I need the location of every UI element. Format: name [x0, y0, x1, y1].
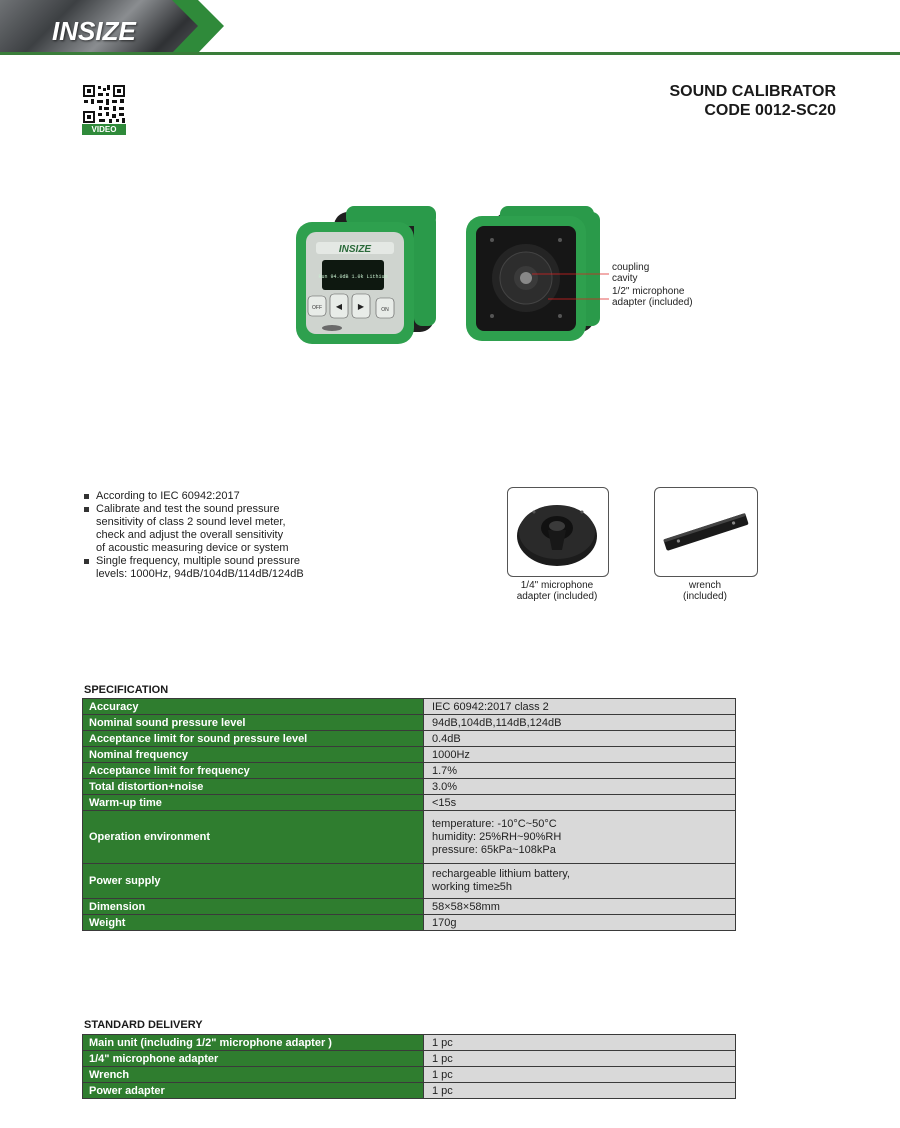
quarter-inch-adapter-image — [507, 487, 609, 577]
microphone-adapter-callout — [612, 286, 693, 308]
qr-video-label: VIDEO — [82, 124, 126, 135]
delivery-item: Wrench — [83, 1067, 424, 1083]
caption-line: 1/4" microphone — [520, 580, 594, 591]
spec-key: Weight — [83, 915, 424, 931]
value-line: humidity: 25%RH~90%RH — [432, 830, 562, 843]
feature-line: check and adjust the overall sensitivity — [96, 529, 284, 541]
table-row — [83, 899, 736, 915]
spec-value: 170g — [424, 915, 736, 931]
feature-list — [82, 490, 352, 581]
product-name: SOUND CALIBRATOR — [669, 83, 836, 100]
table-row — [83, 763, 736, 779]
callout-line: 1/2" microphone — [612, 286, 685, 297]
value-line: pressure: 65kPa~108kPa — [432, 843, 556, 856]
device-off-button-label: OFF — [312, 305, 322, 311]
calibrator-back-image — [464, 204, 609, 349]
caption-line: (included) — [683, 591, 727, 602]
table-row — [83, 864, 736, 899]
delivery-item: Power adapter — [83, 1083, 424, 1099]
delivery-qty: 1 pc — [424, 1051, 736, 1067]
brand-logo: INSIZE — [52, 16, 136, 46]
spec-key: Total distortion+noise — [83, 779, 424, 795]
delivery-qty: 1 pc — [424, 1083, 736, 1099]
table-row — [83, 1051, 736, 1067]
spec-key: Warm-up time — [83, 795, 424, 811]
wrench-image — [654, 487, 758, 577]
table-row — [83, 715, 736, 731]
callout-line: coupling — [612, 262, 650, 273]
spec-key: Dimension — [83, 899, 424, 915]
table-row — [83, 699, 736, 715]
qr-code-icon — [82, 84, 126, 124]
value-line: temperature: -10°C~50°C — [432, 817, 557, 830]
spec-key: Nominal frequency — [83, 747, 424, 763]
spec-value: <15s — [424, 795, 736, 811]
feature-line: Calibrate and test the sound pressure — [96, 503, 280, 515]
delivery-item: Main unit (including 1/2" microphone adapter ) — [83, 1035, 424, 1051]
product-code: CODE 0012-SC20 — [704, 102, 836, 119]
feature-line: Single frequency, multiple sound pressure — [96, 555, 301, 567]
product-title — [669, 82, 836, 120]
feature-item — [82, 503, 352, 555]
spec-value — [424, 811, 736, 864]
delivery-qty: 1 pc — [424, 1035, 736, 1051]
table-row — [83, 795, 736, 811]
spec-key: Acceptance limit for frequency — [83, 763, 424, 779]
table-row — [83, 1035, 736, 1051]
device-brand: INSIZE — [338, 244, 372, 255]
quarter-inch-adapter-caption — [500, 580, 614, 602]
feature-line: According to IEC 60942:2017 — [96, 490, 240, 502]
page-header — [0, 0, 900, 56]
feature-item — [82, 555, 352, 581]
product-photos — [290, 200, 710, 350]
spec-key: Power supply — [83, 864, 424, 899]
spec-value: 58×58×58mm — [424, 899, 736, 915]
feature-line: sensitivity of class 2 sound level meter, — [96, 516, 286, 528]
delivery-item: 1/4" microphone adapter — [83, 1051, 424, 1067]
callout-line: adapter (included) — [612, 297, 693, 308]
value-line: rechargeable lithium battery, — [432, 868, 570, 880]
device-right-button-label: ▶ — [357, 302, 365, 311]
video-qr-code[interactable] — [82, 84, 126, 136]
spec-value: 1000Hz — [424, 747, 736, 763]
table-row — [83, 1067, 736, 1083]
spec-value: IEC 60942:2017 class 2 — [424, 699, 736, 715]
table-row — [83, 731, 736, 747]
calibrator-front-image — [294, 204, 444, 349]
spec-value: 3.0% — [424, 779, 736, 795]
table-row — [83, 915, 736, 931]
table-row — [83, 1083, 736, 1099]
delivery-title: STANDARD DELIVERY — [84, 1019, 203, 1031]
coupling-cavity-callout — [612, 262, 649, 284]
feature-line: levels: 1000Hz, 94dB/104dB/114dB/124dB — [96, 568, 304, 580]
callout-line: cavity — [612, 273, 638, 284]
spec-value: 94dB,104dB,114dB,124dB — [424, 715, 736, 731]
feature-item — [82, 490, 352, 503]
spec-value: 0.4dB — [424, 731, 736, 747]
device-left-button-label: ◀ — [335, 302, 343, 311]
specification-table — [82, 698, 736, 931]
spec-key: Operation environment — [83, 811, 424, 864]
spec-key: Nominal sound pressure level — [83, 715, 424, 731]
device-screen-text: Run 94.0dB 1.0k Lithium — [318, 274, 388, 280]
delivery-qty: 1 pc — [424, 1067, 736, 1083]
table-row — [83, 779, 736, 795]
spec-value — [424, 864, 736, 899]
spec-key: Accuracy — [83, 699, 424, 715]
device-on-button-label: ON — [381, 307, 389, 313]
table-row — [83, 747, 736, 763]
spec-key: Acceptance limit for sound pressure level — [83, 731, 424, 747]
caption-line: adapter (included) — [516, 591, 598, 602]
spec-value: 1.7% — [424, 763, 736, 779]
feature-line: of acoustic measuring device or system — [96, 542, 289, 554]
value-line: working time≥5h — [432, 881, 513, 893]
wrench-caption — [650, 580, 760, 602]
table-row — [83, 811, 736, 864]
caption-line: wrench — [688, 580, 722, 591]
header-divider — [0, 52, 900, 55]
specification-title: SPECIFICATION — [84, 684, 169, 696]
delivery-table — [82, 1034, 736, 1099]
